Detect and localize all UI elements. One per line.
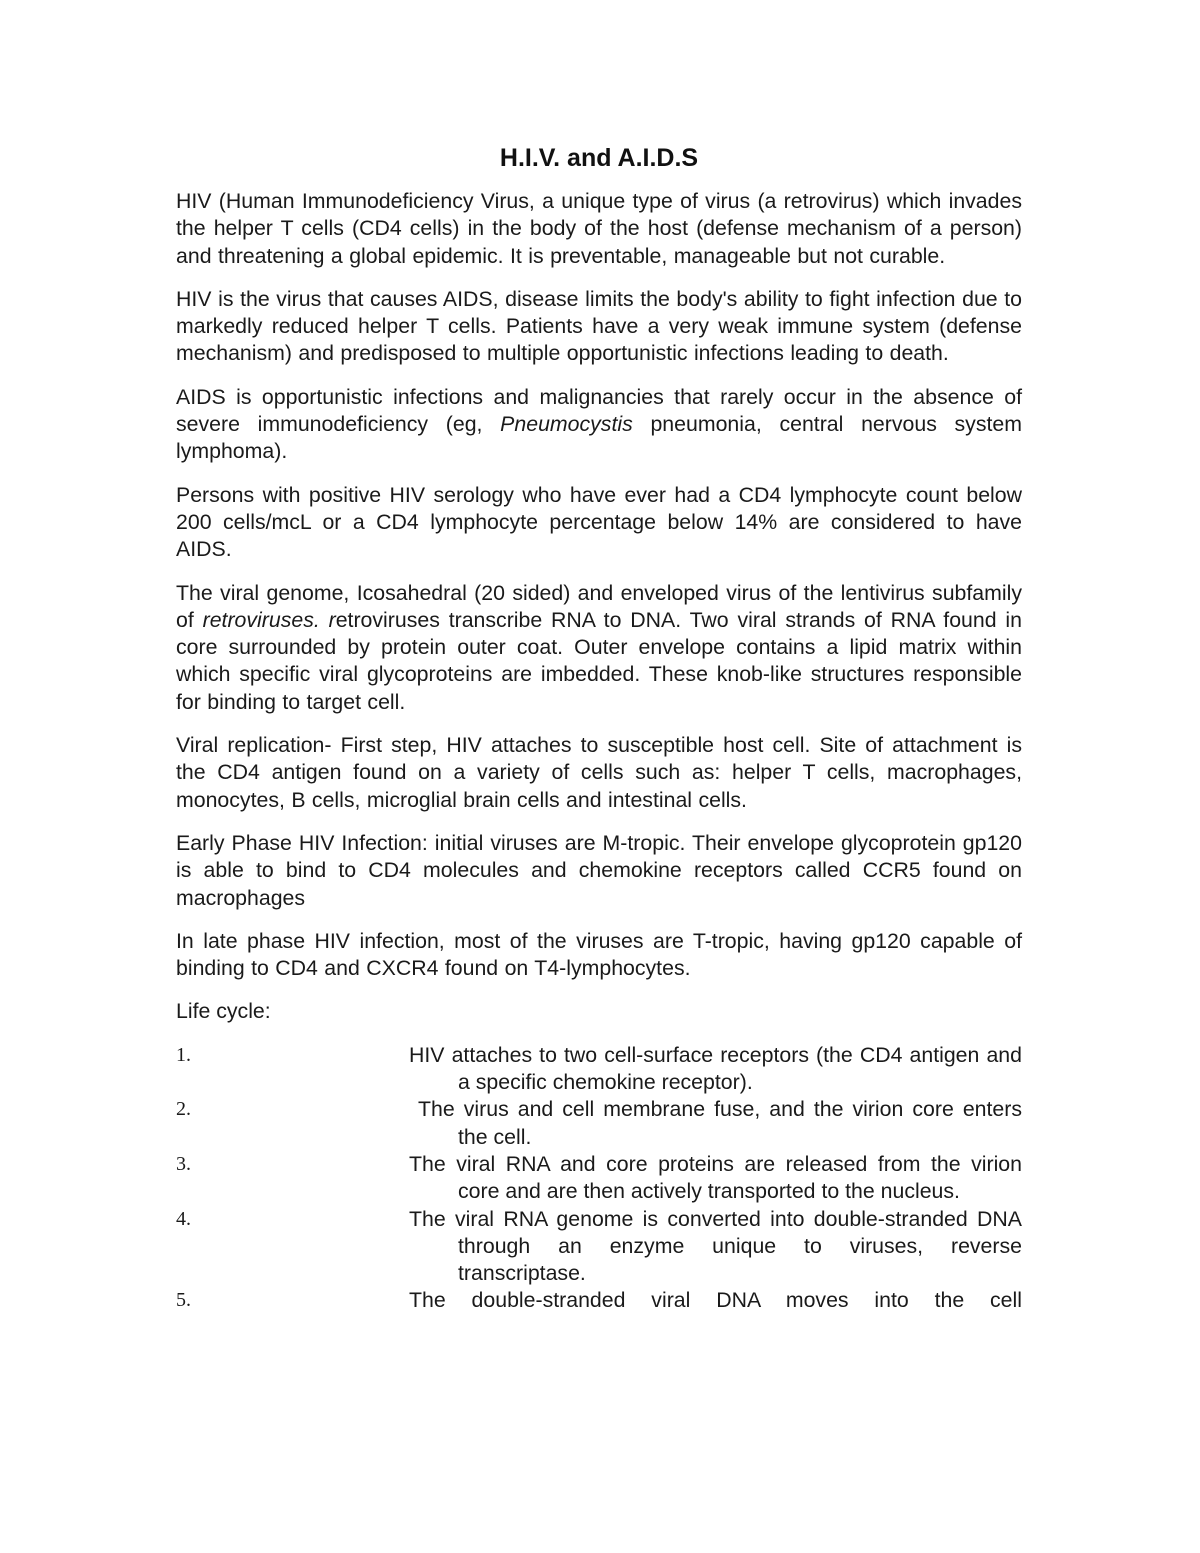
paragraph-genome-italic: retroviruses. r <box>202 607 336 632</box>
life-cycle-list <box>176 1042 1028 1315</box>
paragraph-viral-genome <box>176 580 1022 716</box>
step-number: 5. <box>176 1289 191 1312</box>
paragraph-aids-italic: Pneumocystis <box>500 412 633 437</box>
paragraph-viral-replication: Viral replication- First step, HIV attaches to susceptible host cell. Site of attachment is the CD4 antigen found on a variety of cells such as: helper T cells, macrophages, monocytes, B cells, microglial brain cells and intestinal cells. <box>176 733 1022 812</box>
life-cycle-step <box>176 1042 1022 1097</box>
document-title: H.I.V. and A.I.D.S <box>499 144 699 172</box>
step-number: 1. <box>176 1043 191 1066</box>
paragraph-aids-text-1: AIDS is opportunistic infections and malignancies that rarely occur in the absence of severe immunodeficiency (eg, <box>176 384 1022 437</box>
step-text: The double-stranded viral DNA moves into the cell <box>409 1288 1022 1313</box>
life-cycle-step <box>176 1287 1022 1314</box>
paragraph-late-phase: In late phase HIV infection, most of the viruses are T-tropic, having gp120 capable of binding to CD4 and CXCR4 found on T4-lymphocytes. <box>176 928 1022 981</box>
document-page <box>176 140 1028 1315</box>
paragraph-aids-text-2: pneumonia, central nervous system lymphoma). <box>176 412 1022 464</box>
step-number: 4. <box>176 1207 191 1230</box>
life-cycle-step <box>176 1151 1022 1206</box>
life-cycle-step <box>176 1206 1022 1288</box>
paragraph-aids-definition <box>176 384 1022 466</box>
life-cycle-step <box>176 1096 1028 1151</box>
step-text: HIV attaches to two cell-surface receptors (the CD4 antigen and a specific chemokine receptor). <box>409 1042 1022 1095</box>
step-number: 2. <box>176 1098 191 1121</box>
step-text: The virus and cell membrane fuse, and the virion core enters the cell. <box>409 1097 1028 1149</box>
paragraph-cd4-criteria: Persons with positive HIV serology who have ever had a CD4 lymphocyte count below 200 cells/mcL or a CD4 lymphocyte percentage below 14% are considered to have AIDS. <box>176 482 1022 562</box>
paragraph-genome-text-1: The viral genome, Icosahedral (20 sided) and enveloped virus of the lentivirus subfamily of <box>176 580 1022 632</box>
paragraph-hiv-definition: HIV (Human Immunodeficiency Virus, a unique type of virus (a retrovirus) which invades the helper T cells (CD4 cells) in the body of the host (defense mechanism of a person) and threatening a global epidemic. It is preventable, manageable but not curable. <box>176 189 1022 268</box>
step-text: The viral RNA genome is converted into double-stranded DNA through an enzyme unique to viruses, reverse transcriptase. <box>409 1206 1022 1286</box>
paragraph-early-phase: Early Phase HIV Infection: initial viruses are M-tropic. Their envelope glycoprotein gp120 is able to bind to CD4 molecules and chemokine receptors called CCR5 found on macrophages <box>176 830 1022 910</box>
paragraph-hiv-causes-aids: HIV is the virus that causes AIDS, disease limits the body's ability to fight infection due to markedly reduced helper T cells. Patients have a very weak immune system (defense mechanism) and predisposed to multiple opportunistic infections leading to death. <box>176 286 1022 366</box>
life-cycle-label: Life cycle: <box>176 999 271 1024</box>
step-number: 3. <box>176 1152 191 1175</box>
paragraph-genome-text-2: etroviruses transcribe RNA to DNA. Two viral strands of RNA found in core surrounded by protein outer coat. Outer envelope contains a lipid matrix within which specific viral glycoproteins are imbedded. These knob-like structures responsible for binding to target cell. <box>176 607 1022 714</box>
step-text: The viral RNA and core proteins are released from the virion core and are then actively transported to the nucleus. <box>409 1151 1022 1204</box>
